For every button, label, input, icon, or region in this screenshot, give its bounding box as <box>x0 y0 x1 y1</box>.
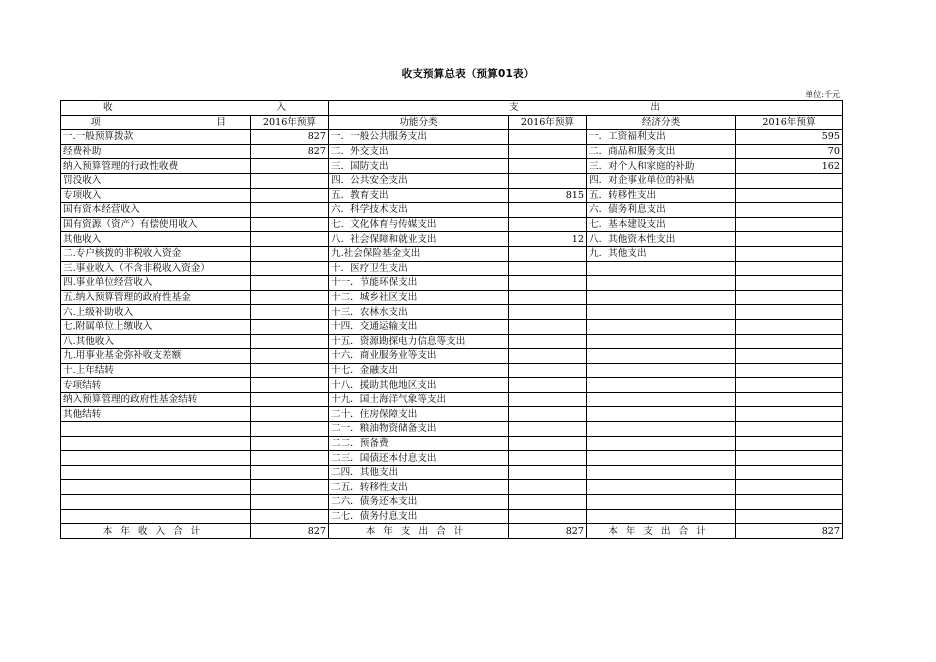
income-total-label: 本年收入合计 <box>61 524 251 539</box>
functional-item-cell: 二六．债务还本支出 <box>329 495 509 510</box>
income-item-cell: 七.附属单位上缴收入 <box>61 319 251 334</box>
functional-item-cell: 十四．交通运输支出 <box>329 319 509 334</box>
functional-item-cell: 十二．城乡社区支出 <box>329 290 509 305</box>
functional-value-cell <box>509 130 587 145</box>
functional-item-cell: 二五．转移性支出 <box>329 480 509 495</box>
economic-value-cell: 595 <box>736 130 843 145</box>
functional-value-cell <box>509 261 587 276</box>
economic-value-cell <box>736 495 843 510</box>
economic-item-cell: 六．债务利息支出 <box>587 203 736 218</box>
functional-item-cell: 一．一般公共服务支出 <box>329 130 509 145</box>
income-value-cell <box>251 363 329 378</box>
economic-item-cell <box>587 305 736 320</box>
economic-item-cell: 四．对企事业单位的补贴 <box>587 173 736 188</box>
economic-value-cell <box>736 261 843 276</box>
functional-value-cell <box>509 349 587 364</box>
functional-value-cell <box>509 465 587 480</box>
economic-item-cell <box>587 495 736 510</box>
economic-value-cell <box>736 217 843 232</box>
income-value-cell <box>251 378 329 393</box>
functional-item-cell: 十一．节能环保支出 <box>329 276 509 291</box>
income-value-cell <box>251 451 329 466</box>
functional-budget-year-header: 2016年预算 <box>509 115 587 130</box>
income-item-cell <box>61 422 251 437</box>
functional-item-cell: 四．公共安全支出 <box>329 173 509 188</box>
header-row-1 <box>61 101 843 116</box>
totals-row <box>61 524 843 539</box>
budget-summary-table <box>60 100 843 539</box>
economic-value-cell <box>736 290 843 305</box>
economic-value-cell <box>736 451 843 466</box>
income-value-cell <box>251 217 329 232</box>
item-header <box>61 115 251 130</box>
income-item-cell: 其他收入 <box>61 232 251 247</box>
functional-value-cell <box>509 144 587 159</box>
income-value-cell <box>251 246 329 261</box>
functional-item-cell: 二三．国债还本付息支出 <box>329 451 509 466</box>
economic-value-cell <box>736 349 843 364</box>
table-row <box>61 509 843 524</box>
income-value-cell <box>251 305 329 320</box>
table-row <box>61 407 843 422</box>
table-row <box>61 436 843 451</box>
income-value-cell <box>251 188 329 203</box>
economic-item-cell <box>587 422 736 437</box>
functional-header: 功能分类 <box>329 115 509 130</box>
functional-value-cell <box>509 378 587 393</box>
table-row <box>61 203 843 218</box>
functional-item-cell: 十九．国土海洋气象等支出 <box>329 392 509 407</box>
economic-item-cell <box>587 290 736 305</box>
functional-value-cell <box>509 290 587 305</box>
table-row <box>61 422 843 437</box>
table-row <box>61 495 843 510</box>
income-value-cell <box>251 159 329 174</box>
table-row <box>61 465 843 480</box>
economic-item-cell: 五．转移性支出 <box>587 188 736 203</box>
unit-label: 单位:千元 <box>805 90 840 99</box>
income-value-cell <box>251 319 329 334</box>
income-value-cell <box>251 203 329 218</box>
table-row <box>61 261 843 276</box>
table-row <box>61 451 843 466</box>
functional-value-cell <box>509 319 587 334</box>
economic-value-cell <box>736 246 843 261</box>
functional-item-cell: 十七．金融支出 <box>329 363 509 378</box>
income-item-cell <box>61 465 251 480</box>
income-item-cell: 一.一般预算拨款 <box>61 130 251 145</box>
income-value-cell <box>251 334 329 349</box>
income-item-cell <box>61 436 251 451</box>
income-value-cell <box>251 509 329 524</box>
economic-value-cell <box>736 407 843 422</box>
functional-item-cell: 十．医疗卫生支出 <box>329 261 509 276</box>
functional-item-cell: 十三．农林水支出 <box>329 305 509 320</box>
income-value-cell <box>251 436 329 451</box>
income-value-cell <box>251 480 329 495</box>
functional-item-cell: 十八．援助其他地区支出 <box>329 378 509 393</box>
income-value-cell <box>251 407 329 422</box>
table-row <box>61 173 843 188</box>
income-value-cell <box>251 261 329 276</box>
table-row <box>61 144 843 159</box>
functional-item-cell: 十六．商业服务业等支出 <box>329 349 509 364</box>
economic-item-cell <box>587 509 736 524</box>
functional-item-cell: 十五．资源勘探电力信息等支出 <box>329 334 509 349</box>
functional-value-cell <box>509 392 587 407</box>
functional-item-cell: 二．外交支出 <box>329 144 509 159</box>
income-item-cell: 国有资源（资产）有偿使用收入 <box>61 217 251 232</box>
economic-item-cell <box>587 480 736 495</box>
income-item-cell <box>61 480 251 495</box>
table-row <box>61 159 843 174</box>
economic-value-cell <box>736 363 843 378</box>
functional-value-cell <box>509 334 587 349</box>
functional-item-cell: 八．社会保障和就业支出 <box>329 232 509 247</box>
income-header-char-1: 收 <box>103 102 113 114</box>
functional-item-cell: 二二．预备费 <box>329 436 509 451</box>
income-value-cell <box>251 495 329 510</box>
table-row <box>61 305 843 320</box>
income-item-cell: 十.上年结转 <box>61 363 251 378</box>
economic-item-cell <box>587 407 736 422</box>
income-value-cell <box>251 290 329 305</box>
economic-value-cell <box>736 203 843 218</box>
header-row-2 <box>61 115 843 130</box>
income-item-cell <box>61 495 251 510</box>
income-item-cell: 经费补助 <box>61 144 251 159</box>
income-total-value: 827 <box>251 524 329 539</box>
functional-item-cell: 七．文化体育与传媒支出 <box>329 217 509 232</box>
income-value-cell <box>251 349 329 364</box>
economic-value-cell <box>736 334 843 349</box>
economic-item-cell: 八．其他资本性支出 <box>587 232 736 247</box>
table-row <box>61 188 843 203</box>
income-item-cell <box>61 509 251 524</box>
income-header-char-2: 入 <box>276 102 286 114</box>
economic-value-cell <box>736 436 843 451</box>
income-value-cell <box>251 173 329 188</box>
income-item-cell: 专项收入 <box>61 188 251 203</box>
economic-value-cell <box>736 188 843 203</box>
economic-item-cell <box>587 349 736 364</box>
table-row <box>61 378 843 393</box>
functional-item-cell: 六．科学技术支出 <box>329 203 509 218</box>
economic-value-cell <box>736 232 843 247</box>
income-value-cell: 827 <box>251 130 329 145</box>
income-item-cell: 三.事业收入（不含非税收入资金） <box>61 261 251 276</box>
income-value-cell <box>251 232 329 247</box>
income-value-cell <box>251 276 329 291</box>
economic-value-cell: 162 <box>736 159 843 174</box>
economic-header: 经济分类 <box>587 115 736 130</box>
economic-item-cell <box>587 451 736 466</box>
table-row <box>61 130 843 145</box>
functional-item-cell: 三．国防支出 <box>329 159 509 174</box>
functional-value-cell <box>509 422 587 437</box>
economic-item-cell <box>587 392 736 407</box>
economic-value-cell <box>736 305 843 320</box>
functional-total-value: 827 <box>509 524 587 539</box>
income-item-cell: 五.纳入预算管理的政府性基金 <box>61 290 251 305</box>
functional-value-cell <box>509 203 587 218</box>
economic-total-value: 827 <box>736 524 843 539</box>
expense-header <box>329 101 843 116</box>
income-value-cell <box>251 465 329 480</box>
economic-value-cell: 70 <box>736 144 843 159</box>
table-row <box>61 217 843 232</box>
income-item-cell: 六.上级补助收入 <box>61 305 251 320</box>
economic-value-cell <box>736 378 843 393</box>
table-row <box>61 392 843 407</box>
economic-item-cell: 一．工资福利支出 <box>587 130 736 145</box>
functional-value-cell <box>509 495 587 510</box>
functional-value-cell <box>509 217 587 232</box>
economic-item-cell <box>587 378 736 393</box>
economic-value-cell <box>736 319 843 334</box>
economic-item-cell: 七．基本建设支出 <box>587 217 736 232</box>
table-row <box>61 319 843 334</box>
functional-value-cell <box>509 407 587 422</box>
item-header-char-2: 目 <box>216 116 226 128</box>
expense-header-char-2: 出 <box>650 102 660 114</box>
economic-item-cell <box>587 261 736 276</box>
economic-item-cell <box>587 436 736 451</box>
table-row <box>61 276 843 291</box>
functional-value-cell <box>509 159 587 174</box>
page-title: 收支预算总表（预算01表） <box>401 68 535 80</box>
functional-item-cell: 二一．粮油物资储备支出 <box>329 422 509 437</box>
income-budget-year-header: 2016年预算 <box>251 115 329 130</box>
economic-item-cell <box>587 334 736 349</box>
income-item-cell: 其他结转 <box>61 407 251 422</box>
income-item-cell: 二.专户核拨的非税收入资金 <box>61 246 251 261</box>
functional-value-cell <box>509 480 587 495</box>
functional-total-label: 本年支出合计 <box>329 524 509 539</box>
economic-value-cell <box>736 173 843 188</box>
income-item-cell <box>61 451 251 466</box>
income-item-cell: 国有资本经营收入 <box>61 203 251 218</box>
economic-value-cell <box>736 392 843 407</box>
table-row <box>61 480 843 495</box>
economic-item-cell <box>587 363 736 378</box>
income-value-cell <box>251 392 329 407</box>
income-item-cell: 九.用事业基金弥补收支差额 <box>61 349 251 364</box>
income-item-cell: 纳入预算管理的政府性基金结转 <box>61 392 251 407</box>
income-item-cell: 罚没收入 <box>61 173 251 188</box>
economic-value-cell <box>736 509 843 524</box>
economic-item-cell: 三．对个人和家庭的补助 <box>587 159 736 174</box>
functional-value-cell <box>509 436 587 451</box>
expense-header-char-1: 支 <box>509 102 519 114</box>
functional-value-cell <box>509 173 587 188</box>
functional-value-cell <box>509 246 587 261</box>
functional-item-cell: 五．教育支出 <box>329 188 509 203</box>
functional-value-cell: 815 <box>509 188 587 203</box>
table-row <box>61 232 843 247</box>
table-row <box>61 290 843 305</box>
functional-value-cell <box>509 276 587 291</box>
economic-item-cell <box>587 465 736 480</box>
functional-item-cell: 二七．债务付息支出 <box>329 509 509 524</box>
economic-value-cell <box>736 480 843 495</box>
economic-item-cell: 二．商品和服务支出 <box>587 144 736 159</box>
income-value-cell <box>251 422 329 437</box>
functional-item-cell: 二四．其他支出 <box>329 465 509 480</box>
functional-value-cell <box>509 305 587 320</box>
economic-budget-year-header: 2016年预算 <box>736 115 843 130</box>
income-item-cell: 专项结转 <box>61 378 251 393</box>
income-item-cell: 八.其他收入 <box>61 334 251 349</box>
income-item-cell: 纳入预算管理的行政性收费 <box>61 159 251 174</box>
table-row <box>61 246 843 261</box>
income-header <box>61 101 329 116</box>
economic-item-cell <box>587 319 736 334</box>
functional-value-cell <box>509 509 587 524</box>
economic-value-cell <box>736 276 843 291</box>
income-item-cell: 四.事业单位经营收入 <box>61 276 251 291</box>
table-row <box>61 334 843 349</box>
economic-total-label: 本年支出合计 <box>587 524 736 539</box>
functional-item-cell: 二十．住房保障支出 <box>329 407 509 422</box>
economic-value-cell <box>736 422 843 437</box>
functional-value-cell <box>509 363 587 378</box>
table-row <box>61 363 843 378</box>
functional-value-cell <box>509 451 587 466</box>
economic-item-cell <box>587 276 736 291</box>
item-header-char-1: 项 <box>91 116 101 128</box>
economic-item-cell: 九．其他支出 <box>587 246 736 261</box>
table-row <box>61 349 843 364</box>
income-value-cell: 827 <box>251 144 329 159</box>
functional-value-cell: 12 <box>509 232 587 247</box>
economic-value-cell <box>736 465 843 480</box>
functional-item-cell: 九.社会保险基金支出 <box>329 246 509 261</box>
